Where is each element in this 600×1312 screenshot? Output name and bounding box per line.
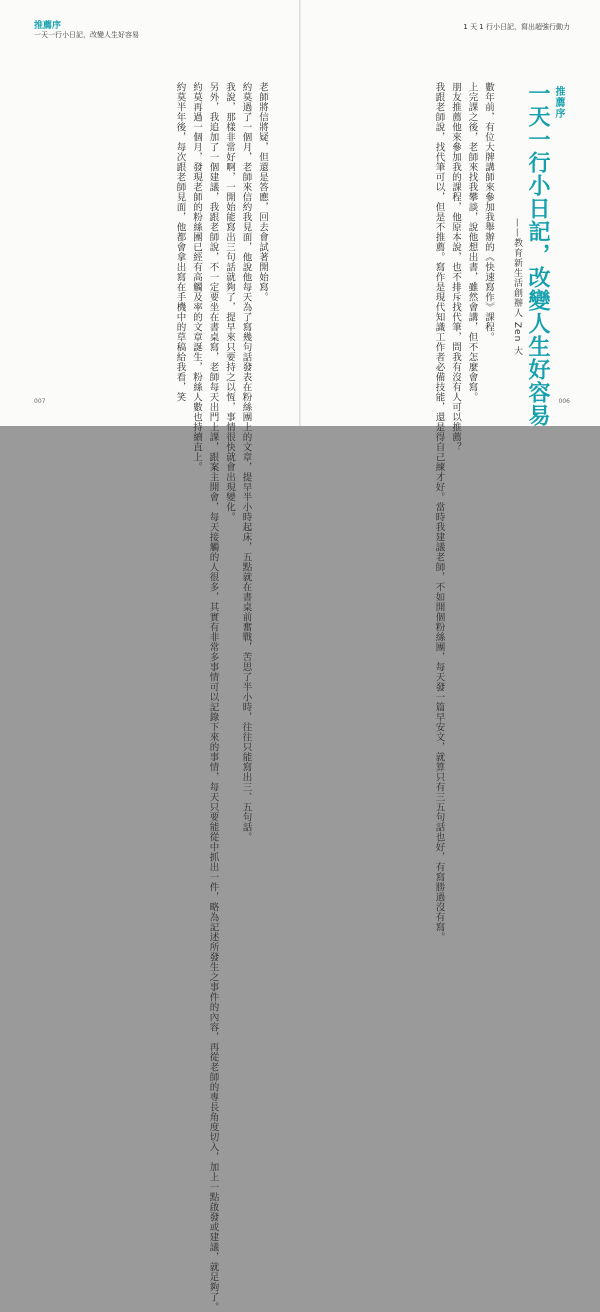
running-head-section: 推薦序 — [34, 21, 62, 31]
running-head-right: 1 天 1 行小日記，寫出超強行動力 — [463, 23, 570, 31]
chapter-title: 一天一行小日記，改變人生好容易 — [525, 82, 551, 427]
right-page — [300, 0, 600, 942]
paragraph: 約莫再過一個月，發現老師的粉絲團已經有高觸及率的文章誕生，粉絲人數也持續直上。 — [191, 82, 202, 472]
paragraph: 朋友推薦他來參加我的課程，他原本說，也不排斥找代筆，問我有沒有人可以推薦？ — [450, 82, 461, 452]
paragraph: 約莫過了一個月，老師來信約我見面，他說他每天為了寫幾句話發表在粉絲團上的文章，提早半小時起床，五點就在書桌前奮戰，苦思了半小時，往往只能寫出三、五句話。 — [240, 82, 252, 842]
paragraph: 我跟老師說，找代筆可以，但是不推薦。寫作是現代知識工作者必備技能，還是得自己練才好。當時我建議老師，不如開個粉絲團，每天發一篇早安文，就算只有三五句話也好，有寫勝過沒有寫。 — [433, 82, 445, 942]
page-number-right: 006 — [558, 398, 570, 405]
paragraph: 上完課之後，老師來找我攀談，說他想出書，雖然會講，但不怎麼會寫。 — [466, 82, 478, 402]
page-number-left: 007 — [34, 398, 46, 405]
paragraph: 老師將信將疑，但還是答應，回去會試著開始寫。 — [257, 82, 268, 302]
byline: ——教育新生活創辦人 Zen 大 — [512, 218, 522, 357]
paragraph: 另外，我追加了一個建議，我跟老師說，不一定要坐在書桌寫，老師每天出門上課，跟案主開會，每天接觸的人很多，其實有非常多事情可以記錄下來的事情，每天只要能從中抓出一件，略為記述所發生之事件的內容，再從老師的專長角度切入，加上一點啟發或建議，就足夠了。 — [207, 82, 219, 1312]
paragraph: 我說，那樣非常好啊，一開始能寫出三句話就夠了，提早來只要持之以恆，事情很快就會出現變化。 — [224, 82, 235, 522]
right-page-body — [326, 82, 496, 942]
running-head-title: 一天一行小日記，改變人生好容易 — [34, 31, 139, 39]
section-tag: 推薦序 — [553, 86, 564, 119]
paragraph: 約莫半年後，每次跟老師見面，他都會拿出寫在手機中的草稿給我看，笑 — [174, 82, 186, 402]
paragraph: 數年前，有位大牌講師來參加我舉辦的《快速寫作》課程。 — [483, 82, 494, 342]
